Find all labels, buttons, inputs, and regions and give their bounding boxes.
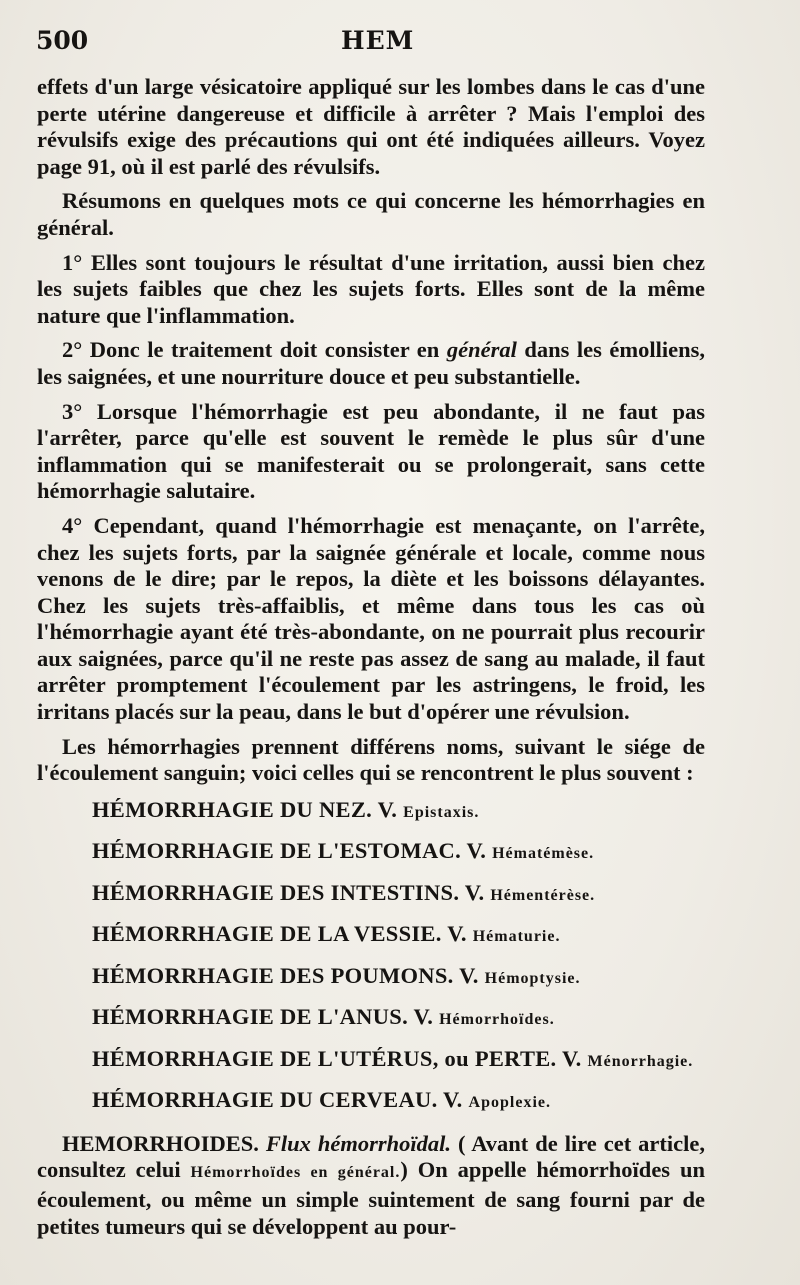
entry-heading: HÉMORRHAGIE DE LA VESSIE.: [92, 921, 442, 947]
list-item: [37, 961, 705, 995]
entry-target: Hématurie.: [472, 928, 561, 946]
entry-target: Apoplexie.: [468, 1094, 551, 1112]
entry-heading: HÉMORRHAGIE DE L'ANUS.: [92, 1004, 409, 1030]
list-item: [37, 1085, 705, 1119]
page-number: 500: [36, 26, 89, 55]
entry-ref: V.: [377, 796, 398, 822]
entry-target: Ménorrhagie.: [587, 1052, 694, 1070]
entry-target: Hémorrhoïdes.: [439, 1011, 555, 1029]
paragraph-point-3: 3° Lorsque l'hémorrhagie est peu abondante, il ne faut pas l'arrêter, parce qu'elle est souvent le remède le plus sûr d'une inflammation qui se manifesterait ou se prolongerait, sans cette hémorrhagie salutaire.: [37, 398, 705, 504]
entry-heading: HÉMORRHAGIE DES POUMONS.: [92, 962, 454, 988]
entry-ref: V.: [562, 1045, 582, 1071]
list-item: [37, 1002, 705, 1036]
paragraph-summary-intro: Résumons en quelques mots ce qui concerne les hémorrhagies en général.: [37, 188, 705, 240]
paragraph-point-1: 1° Elles sont toujours le résultat d'une irritation, aussi bien chez les sujets faibles que chez les sujets forts. Elles sont de la même nature que l'inflammation.: [37, 249, 705, 328]
list-item: [37, 1044, 705, 1078]
paragraph-hemorrhoides: [37, 1131, 705, 1240]
entry-heading: HÉMORRHAGIE DE L'UTÉRUS, ou PERTE.: [92, 1045, 557, 1071]
entry-ref: V.: [459, 962, 479, 988]
page-header: [36, 26, 740, 66]
point-2-after: dans les émolliens, les saignées, et une nourriture douce et peu substantielle.: [37, 337, 705, 389]
hemorrhoides-text-2: ) On appelle hémorrhoïdes un écoulement, ou même un simple suintement de sang fourni par de petites tumeurs qui se développent au pour-: [37, 1157, 705, 1239]
hemorrhage-list: [37, 795, 705, 1119]
entry-ref: V.: [464, 879, 485, 905]
entry-ref: V.: [413, 1004, 434, 1030]
entry-heading: HÉMORRHAGIE DE L'ESTOMAC.: [92, 838, 462, 864]
paragraph-names-intro: Les hémorrhagies prennent différens noms, suivant le siége de l'écoulement sanguin; voici celles qui se rencontrent le plus souvent :: [37, 733, 705, 786]
entry-ref: V.: [443, 1087, 463, 1113]
point-2-before: 2° Donc le traitement doit consister en: [62, 337, 447, 363]
entry-target: Hématémèse.: [492, 845, 595, 863]
entry-ref: V.: [466, 838, 487, 864]
entry-target: Hémentérèse.: [490, 886, 596, 904]
list-item: [37, 919, 705, 953]
list-item: [37, 836, 705, 870]
hemorrhoides-xref: Hémorrhoïdes en général.: [190, 1164, 401, 1182]
paragraph-continuation: effets d'un large vésicatoire appliqué sur les lombes dans le cas d'une perte utérine dangereuse et difficile à arrêter ? Mais l'emploi des révulsifs exige des précautions qui ont été indiquées ailleurs. Voyez page 91, où il est parlé des révulsifs.: [37, 74, 705, 179]
entry-heading: HÉMORRHAGIE DES INTESTINS.: [92, 879, 460, 905]
list-item: [37, 878, 705, 912]
entry-target: Hémoptysie.: [484, 969, 581, 987]
entry-heading: HÉMORRHAGIE DU NEZ.: [92, 796, 373, 822]
list-item: [37, 795, 705, 829]
hemorrhoides-synonym: Flux hémorrhoïdal.: [265, 1130, 452, 1156]
body-text: [37, 74, 705, 1248]
hemorrhoides-text-1: ( Avant de lire cet article, consultez celui: [37, 1130, 705, 1183]
running-head: HEM: [341, 26, 415, 55]
entry-ref: V.: [447, 921, 467, 947]
paragraph-point-2: [37, 337, 705, 390]
entry-target: Epistaxis.: [403, 803, 480, 821]
paragraph-point-4: 4° Cependant, quand l'hémorrhagie est menaçante, on l'arrête, chez les sujets forts, par la saignée générale et locale, comme nous venons de le dire; par le repos, la diète et les boissons délayantes. Chez les sujets très-affaiblis, et même dans tous les cas où l'hémorrhagie ayant été très-abondante, on ne pourrait plus recourir aux saignées, parce qu'il ne reste pas assez de sang au malade, il faut arrêter promptement l'écoulement par les astringens, le froid, les irritans placés sur la peau, dans le but d'opérer une révulsion.: [37, 512, 705, 725]
hemorrhoides-term: HEMORRHOIDES.: [62, 1130, 259, 1156]
entry-heading: HÉMORRHAGIE DU CERVEAU.: [92, 1087, 438, 1113]
point-2-emphasis: général: [446, 337, 517, 363]
